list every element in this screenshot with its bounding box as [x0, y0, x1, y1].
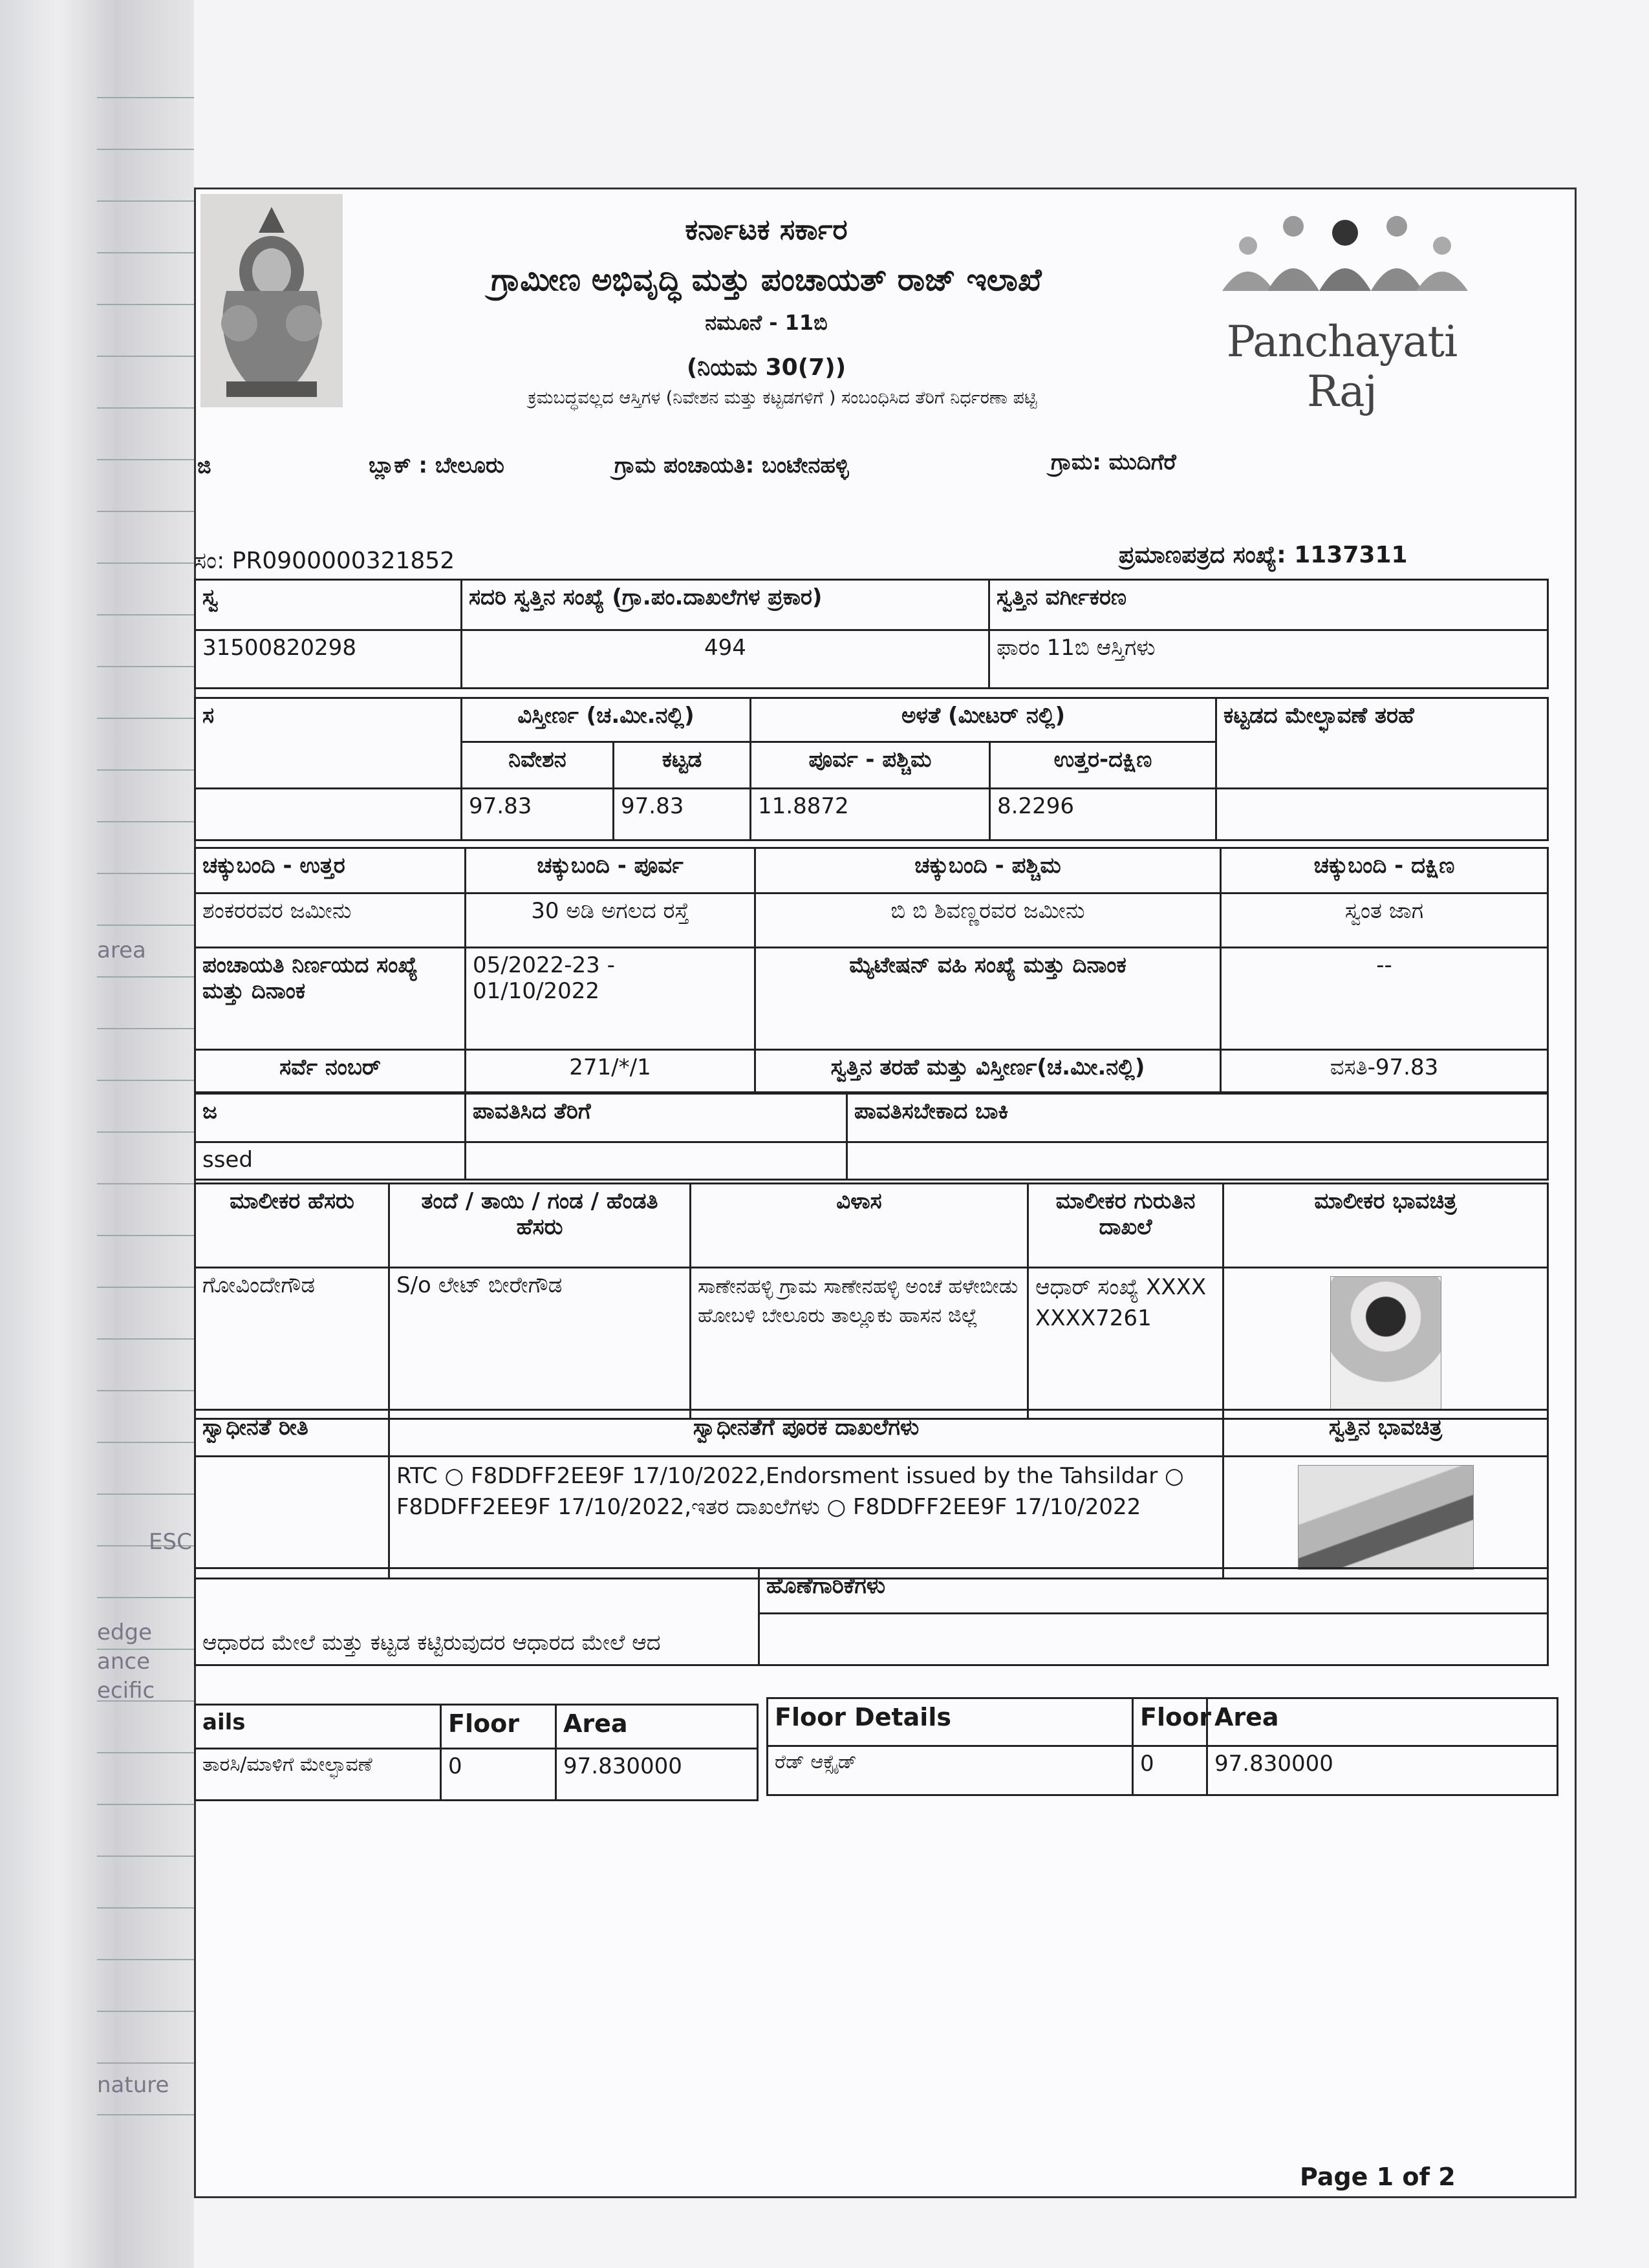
page-number: Page 1 of 2: [1300, 2163, 1456, 2191]
property-number-value: 494: [462, 630, 989, 689]
boundary-west-value: ಬಿ ಬಿ ಶಿವಣ್ಣರವರ ಜಮೀನು: [755, 893, 1221, 948]
property-classification-value: ಫಾರಂ 11ಬಿ ಆಸ್ತಿಗಳು: [989, 630, 1548, 689]
address-value: ಸಾಣೇನಹಳ್ಳಿ ಗ್ರಾಮ ಸಾಣೇನಹಳ್ಳಿ ಅಂಚೆ ಹಳೇಬೀಡು ಹೋಬಳಿ ಬೇಲೂರು ತಾಲ್ಲೂಕು ಹಾಸನ ಜಿಲ್ಲೆ: [691, 1268, 1028, 1419]
resolution-header: ಪಂಚಾಯತಿ ನಿರ್ಣಯದ ಸಂಖ್ಯೆ ಮತ್ತು ದಿನಾಂಕ: [195, 948, 466, 1050]
site-header: ನಿವೇಶನ: [462, 742, 614, 789]
resolution-value: 05/2022-23 - 01/10/2022: [466, 948, 755, 1050]
roof-type-header: ಕಟ್ಟಡದ ಮೇಲ್ಛಾವಣೆ ತರಹೆ: [1216, 698, 1548, 789]
floor-details-header: Floor Details: [768, 1698, 1133, 1746]
floor-table-right: [766, 1697, 1558, 1796]
panchayati-raj-logo-icon: [1216, 207, 1474, 310]
floor-number-value: 0: [1133, 1746, 1207, 1795]
floor-table-left: [194, 1704, 759, 1801]
boundary-north-header: ಚಕ್ಕುಬಂದಿ - ಉತ್ತರ: [195, 848, 466, 893]
possession-documents-header: ಸ್ವಾಧೀನತೆಗೆ ಪೂರಕ ದಾಖಲೆಗಳು: [389, 1410, 1223, 1457]
blank-cell: [195, 789, 462, 840]
boundaries-table: [194, 847, 1549, 1093]
liabilities-header: ಹೊಣೆಗಾರಿಕೆಗಳು: [759, 1568, 1548, 1614]
possession-table: [194, 1409, 1549, 1579]
gram-panchayat-name: ಗ್ರಾಮ ಪಂಚಾಯತಿ: ಬಂಟೇನಹಳ್ಳಿ: [614, 453, 849, 478]
block-name: ಬ್ಲಾಕ್ : ಬೇಲೂರು: [369, 453, 504, 478]
floor-header: Floor: [441, 1705, 556, 1749]
floor-number-value: 0: [441, 1749, 556, 1801]
owner-photo: [1330, 1276, 1441, 1410]
spine-word: area: [97, 937, 146, 963]
relation-name-value: S/o ಲೇಟ್ ಬೀರೇಗೌಡ: [389, 1268, 691, 1419]
floor-area-value: 97.830000: [1207, 1746, 1558, 1795]
roof-type-value: [1216, 789, 1548, 840]
rule-number: (ನಿಯಮ 30(7)): [686, 354, 846, 381]
liabilities-table: [194, 1567, 1549, 1666]
property-number-table: [194, 579, 1549, 689]
boundary-north-value: ಶಂಕರರವರ ಜಮೀನು: [195, 893, 466, 948]
boundary-south-header: ಚಕ್ಕುಬಂದಿ - ದಕ್ಷಿಣ: [1221, 848, 1548, 893]
col-header: ಸ್ವ: [195, 580, 462, 630]
tax-table: [194, 1093, 1549, 1181]
floor-type-value: ತಾರಸಿ/ಮಾಳಿಗೆ ಮೇಲ್ಛಾವಣೆ: [195, 1749, 441, 1801]
spine-word: edge: [97, 1620, 152, 1645]
floor-area-value: 97.830000: [556, 1749, 758, 1801]
boundary-south-value: ಸ್ವಂತ ಜಾಗ: [1221, 893, 1548, 948]
possession-mode-value: [195, 1457, 389, 1579]
tax-paid-value: [466, 1142, 847, 1180]
form-subtitle: ಕ್ರಮಬದ್ಧವಲ್ಲದ ಆಸ್ತಿಗಳ (ನಿವೇಶನ ಮತ್ತು ಕಟ್ಟಡಗಳಿಗೆ ) ಸಂಬಂಧಿಸಿದ ತೆರಿಗೆ ನಿರ್ಧರಣಾ ಪಟ್ಟಿ: [528, 388, 1037, 408]
property-number-header: ಸದರಿ ಸ್ವತ್ತಿನ ಸಂಖ್ಯೆ (ಗ್ರಾ.ಪಂ.ದಾಖಲೆಗಳ ಪ್ರಕಾರ): [462, 580, 989, 630]
col-header: ಜ: [195, 1094, 466, 1142]
relation-name-header: ತಂದೆ / ತಾಯಿ / ಗಂಡ / ಹೆಂಡತಿ ಹೆಸರು: [389, 1184, 691, 1268]
property-photo: [1298, 1465, 1474, 1570]
tax-due-value: [847, 1142, 1548, 1180]
boundary-west-header: ಚಕ್ಕುಬಂದಿ - ಪಶ್ಚಿಮ: [755, 848, 1221, 893]
survey-number-header: ಸರ್ವೆ ನಂಬರ್: [195, 1050, 466, 1093]
floor-details-header: ails: [195, 1705, 441, 1749]
boundary-east-header: ಚಕ್ಕುಬಂದಿ - ಪೂರ್ವ: [466, 848, 755, 893]
spine-word: ance: [97, 1649, 150, 1674]
property-id: 31500820298: [195, 630, 462, 689]
address-header: ವಿಳಾಸ: [691, 1184, 1028, 1268]
site-area-value: 97.83: [462, 789, 614, 840]
floor-type-value: ರೆಡ್ ಆಕ್ಸೈಡ್: [768, 1746, 1133, 1795]
owner-name-header: ಮಾಲೀಕರ ಹೆಸರು: [195, 1184, 389, 1268]
property-classification-header: ಸ್ವತ್ತಿನ ವರ್ಗೀಕರಣ: [989, 580, 1548, 630]
assessed-label: ssed: [195, 1142, 466, 1180]
area-dimensions-table: [194, 697, 1549, 841]
district-label: ಜಿ: [197, 454, 211, 478]
east-west-value: 11.8872: [751, 789, 990, 840]
possession-mode-header: ಸ್ವಾಧೀನತೆ ರೀತಿ: [195, 1410, 389, 1457]
owner-id-header: ಮಾಲೀಕರ ಗುರುತಿನ ದಾಖಲೆ: [1028, 1184, 1223, 1268]
binding-spine: [0, 0, 194, 2268]
building-area-value: 97.83: [614, 789, 751, 840]
col-header: ಸ: [195, 698, 462, 789]
boundary-east-value: 30 ಅಡಿ ಅಗಲದ ರಸ್ತೆ: [466, 893, 755, 948]
property-photo-cell: [1223, 1457, 1548, 1579]
pr-number: ಸಂ: PR0900000321852: [194, 548, 455, 574]
owner-id-value: ಆಧಾರ್ ಸಂಖ್ಯೆ XXXXXXXX7261: [1028, 1268, 1223, 1419]
spine-word: nature: [97, 2072, 169, 2098]
floor-header: Floor: [1133, 1698, 1207, 1746]
survey-number-value: 271/*/1: [466, 1050, 755, 1093]
certificate-number: ಪ್ರಮಾಣಪತ್ರದ ಸಂಖ್ಯೆ: 1137311: [1119, 542, 1408, 568]
tax-due-header: ಪಾವತಿಸಬೇಕಾದ ಬಾಕಿ: [847, 1094, 1548, 1142]
property-type-header: ಸ್ವತ್ತಿನ ತರಹೆ ಮತ್ತು ವಿಸ್ತೀರ್ಣ(ಚ.ಮೀ.ನಲ್ಲಿ): [755, 1050, 1221, 1093]
tax-paid-header: ಪಾವತಿಸಿದ ತೆರಿಗೆ: [466, 1094, 847, 1142]
east-west-header: ಪೂರ್ವ - ಪಶ್ಚಿಮ: [751, 742, 990, 789]
spine-word: ecific: [97, 1678, 155, 1704]
building-header: ಕಟ್ಟಡ: [614, 742, 751, 789]
north-south-header: ಉತ್ತರ-ದಕ್ಷಿಣ: [990, 742, 1216, 789]
property-type-value: ವಸತಿ-97.83: [1221, 1050, 1548, 1093]
mutation-header: ಮ್ಯೆಟೇಷನ್ ವಹಿ ಸಂಖ್ಯೆ ಮತ್ತು ದಿನಾಂಕ: [755, 948, 1221, 1050]
owner-photo-header: ಮಾಲೀಕರ ಭಾವಚಿತ್ರ: [1223, 1184, 1548, 1268]
owner-photo-cell: [1223, 1268, 1548, 1419]
mutation-value: --: [1221, 948, 1548, 1050]
logo-text: Panchayati Raj: [1226, 317, 1458, 416]
form-number: ನಮೂನೆ - 11ಬಿ: [705, 310, 828, 335]
area-header: Area: [1207, 1698, 1558, 1746]
owner-table: [194, 1182, 1549, 1420]
department-title: ಗ್ರಾಮೀಣ ಅಭಿವೃದ್ಧಿ ಮತ್ತು ಪಂಚಾಯತ್ ರಾಜ್ ಇಲಾಖೆ: [491, 262, 1042, 298]
karnataka-emblem-icon: [200, 194, 343, 407]
liabilities-value: [759, 1614, 1548, 1665]
north-south-value: 8.2296: [990, 789, 1216, 840]
area-header: Area: [556, 1705, 758, 1749]
owner-name-value: ಗೋವಿಂದೇಗೌಡ: [195, 1268, 389, 1419]
dimensions-header: ಅಳತೆ (ಮೀಟರ್ ನಲ್ಲಿ): [751, 698, 1216, 742]
gov-title: ಕರ್ನಾಟಕ ಸರ್ಕಾರ: [685, 213, 848, 246]
spine-word: ESC: [149, 1529, 192, 1555]
property-photo-header: ಸ್ವತ್ತಿನ ಭಾವಚಿತ್ರ: [1223, 1410, 1548, 1457]
area-header: ವಿಸ್ತೀರ್ಣ (ಚ.ಮೀ.ನಲ್ಲಿ): [462, 698, 751, 742]
possession-documents-value: RTC ○ F8DDFF2EE9F 17/10/2022,Endorsment issued by the Tahsildar ○ F8DDFF2EE9F 17/10/2022,ಇತರ ದಾಖಲೆಗಳು ○ F8DDFF2EE9F 17/10/2022: [389, 1457, 1223, 1579]
village-name: ಗ್ರಾಮ: ಮುದಿಗೆರೆ: [1051, 449, 1176, 475]
basis-text: ಆಧಾರದ ಮೇಲೆ ಮತ್ತು ಕಟ್ಟಡ ಕಟ್ಟಿರುವುದರ ಆಧಾರದ ಮೇಲೆ ಆದ: [195, 1568, 759, 1665]
